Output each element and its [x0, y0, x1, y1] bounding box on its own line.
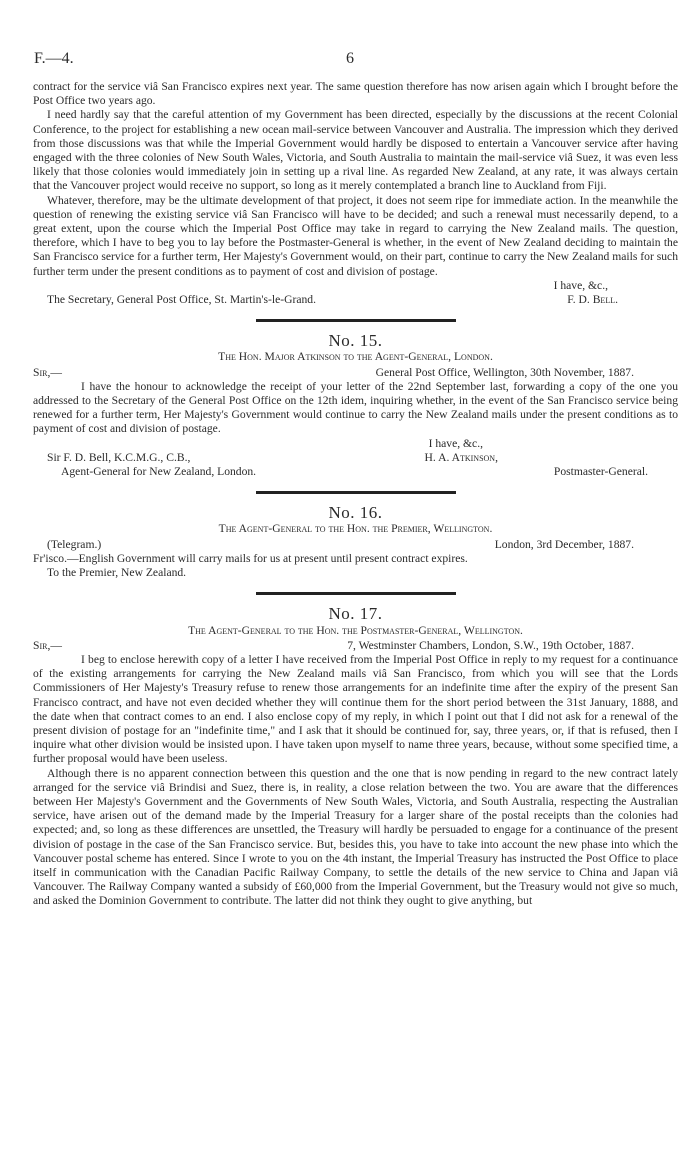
salutation: Sir,— [33, 638, 62, 652]
addressee: To the Premier, New Zealand. [47, 566, 187, 580]
section-rule [256, 491, 456, 494]
section-subheading: The Agent-General to the Hon. the Premier, Wellington. [218, 522, 493, 536]
page-number: 6 [346, 50, 354, 67]
addressee: Agent-General for New Zealand, London. [61, 465, 257, 479]
telegram-label: (Telegram.) [47, 537, 102, 551]
signature: H. A. Atkinson, [424, 450, 498, 464]
paragraph: I beg to enclose herewith copy of a letter I have received from the Imperial Post Office in reply to my request for a continuance of the existing arrangements for carrying the New Zealand mails viâ San Francisco, from which you will see that the Lords Commissioners of Her Majesty's Treasury refuse to renew those arrangements for an indefinite time after the expiry of the present San Francisco contract, and have not even decided whether they will continue them for the short period between the 31st January, 1888, and the date when that contract comes to an end. I also enclose copy of my reply, in which I point out that I did not ask for a renewal of the present division of postage for an "indefinite time," and I ask that it should be continued for, say, three years, or, if that is refused, then I inquire what other division would be insisted upon. I have taken upon myself to name three years, because, without some specified time, a further proposal would have been useless. [33, 652, 678, 766]
paragraph: I have the honour to acknowledge the receipt of your letter of the 22nd September last, forwarding a copy of the one you addressed to the Secretary of the General Post Office on the 12th idem, inquiring whether, in the event of the San Francisco service being renewed for a further term, Her Majesty's Government would continue to carry the New Zealand mails under the present conditions as to payment of cost and division of postage. [33, 379, 678, 436]
paragraph: Whatever, therefore, may be the ultimate development of that project, it does not seem ripe for immediate action. In the meanwhile the question of renewing the existing service viâ San Francisco will have to be decided; and such a renewal must necessarily depend, to a great extent, upon the course which the Imperial Post Office may take in regard to carrying the New Zealand mails. The question, therefore, which I have to beg you to lay before the Postmaster-General is whether, in the event of New Zealand deciding to maintain the San Francisco service for a further term, Her Majesty's Government would, on their part, continue to carry the New Zealand mails for such further term under the present conditions as to payment of cost and division of postage. [33, 193, 678, 278]
addressee: Sir F. D. Bell, K.C.M.G., C.B., [47, 450, 191, 464]
section-subheading: The Hon. Major Atkinson to the Agent-General, London. [218, 350, 493, 364]
paragraph: contract for the service viâ San Francisco expires next year. The same question therefore has now arisen again which I brought before the Post Office two years ago. [33, 80, 678, 108]
page-header-ref: F.—4. [34, 50, 74, 67]
paragraph: Fr'isco.—English Government will carry mails for us at present until present contract expires. [33, 551, 468, 565]
section-rule [256, 592, 456, 595]
addressee: The Secretary, General Post Office, St. Martin's-le-Grand. [47, 293, 316, 307]
document-no-15 [33, 331, 678, 479]
signature-title: Postmaster-General. [553, 465, 648, 479]
salutation: Sir,— [33, 365, 62, 379]
closing: I have, &c., [428, 436, 483, 450]
closing: I have, &c., [553, 278, 608, 292]
paragraph: I need hardly say that the careful attention of my Government has been directed, especially by the discussions at the recent Colonial Conference, to the project for establishing a new ocean mail-service between Vancouver and Australia. The impression which they derived from those discussions was that while the Imperial Government would hardly be disposed to entertain a Vancouver service after having engaged with the three colonies of New South Wales, Victoria, and South Australia to maintain the mail-service viâ Suez, it was even less likely that those colonies would immediately join in setting up a rival line. As regarded New Zealand, at any rate, it was always certain that the Vancouver project would receive no support, so long as it merely contemplated a branch line to Auckland from Fiji. [33, 108, 678, 193]
dateline: 7, Westminster Chambers, London, S.W., 19th October, 1887. [347, 638, 634, 652]
document-no-16 [33, 503, 678, 580]
dateline: London, 3rd December, 1887. [494, 537, 634, 551]
paragraph: Although there is no apparent connection between this question and the one that is now pending in regard to the new contract lately arranged for the service viâ Brindisi and Suez, there is, in reality, a close relation between the two. You are aware that the differences between Her Majesty's Government and the Governments of New South Wales, Victoria, and South Australia, respecting the Australian service, have arisen out of the demand made by the Imperial Treasury for a larger share of the postal receipts than the colonies had expected; and, so long as these differences are unsettled, the Treasury will hardly be persuaded to engage for a continuance of the present division of postage in the case of the San Francisco service. But, besides this, you have to take into account the new phase into which the Vancouver postal scheme has entered. Since I wrote to you on the 4th instant, the Imperial Treasury has instructed the Post Office to place itself in communication with the Canadian Pacific Railway Company, to settle the details of the new service to China and Japan viâ Vancouver. The Railway Company wanted a subsidy of £60,000 from the Imperial Government, but the Treasury would not give so much, and asked the Dominion Government to contribute. The latter did not think they ought to give anything, but [33, 766, 678, 908]
section-subheading: The Agent-General to the Hon. the Postmaster-General, Wellington. [188, 623, 523, 637]
section-heading: No. 15. [328, 331, 383, 351]
signature: F. D. Bell. [567, 293, 618, 307]
dateline: General Post Office, Wellington, 30th November, 1887. [375, 365, 634, 379]
section-rule [256, 319, 456, 322]
section-heading: No. 17. [328, 604, 383, 624]
page-body [33, 80, 678, 909]
letter-14-continuation [33, 80, 678, 307]
document-no-17 [33, 604, 678, 908]
section-heading: No. 16. [328, 503, 383, 523]
